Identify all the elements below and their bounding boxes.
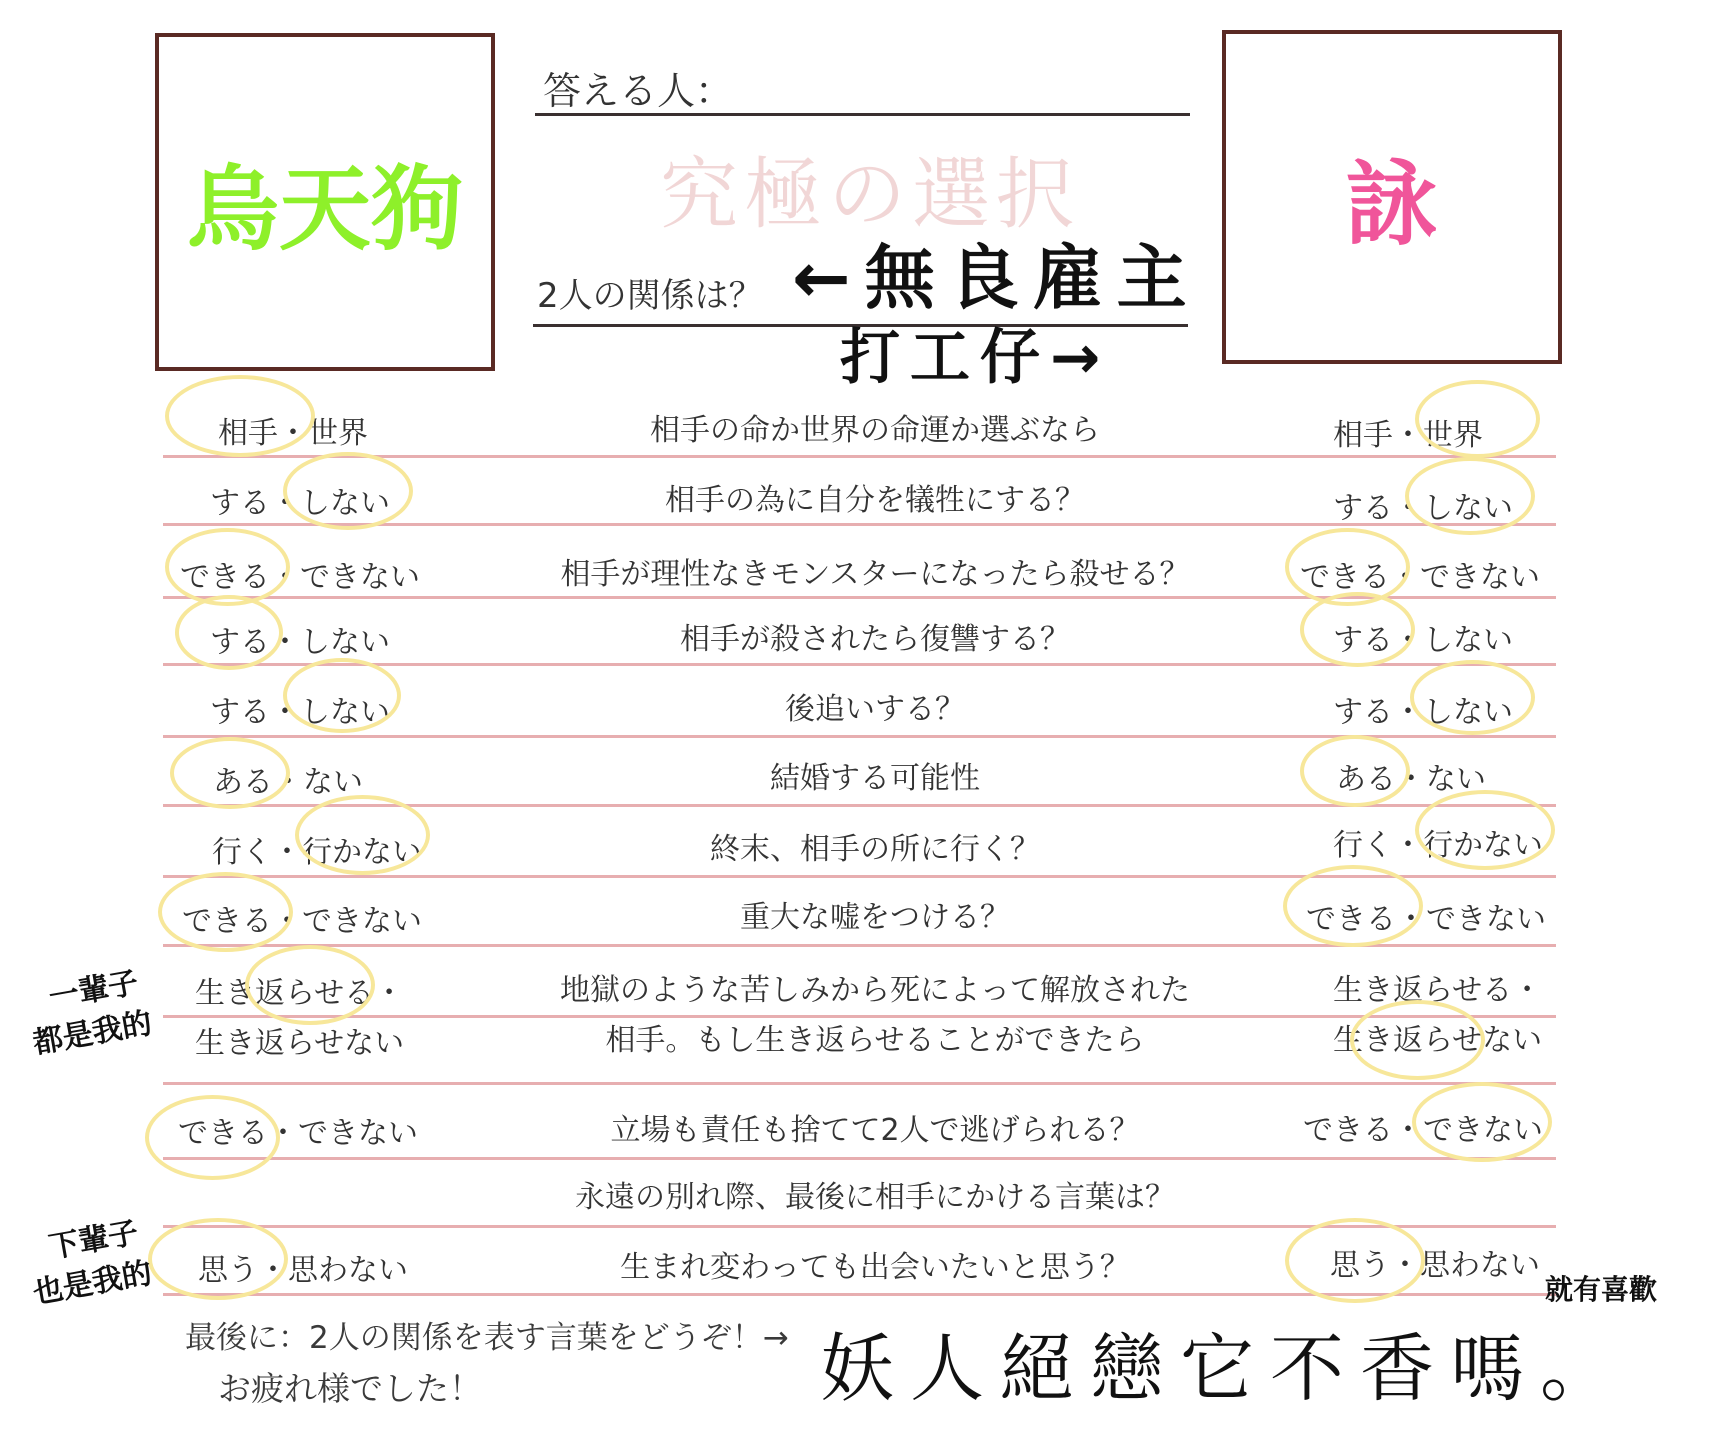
- answerer-label: 答える人：: [543, 69, 734, 113]
- note-next-line1: 下輩子: [46, 1215, 141, 1266]
- character-box-right: [1222, 30, 1562, 364]
- left-answer-6: ある・ない: [213, 765, 363, 800]
- final-answer: 妖人絕戀它不香嗎。: [820, 1326, 1630, 1412]
- question-7: 終末、相手の所に行く？: [710, 832, 1040, 867]
- character-name-left: 烏天狗: [186, 156, 463, 263]
- question-2: 相手の為に自分を犠牲にする？: [665, 483, 1085, 518]
- right-answer-2: する・しない: [1333, 491, 1513, 526]
- left-answer-1: 相手・世界: [218, 416, 368, 451]
- left-answer-3: できる・できない: [180, 560, 420, 595]
- left-answer-12: 思う・思わない: [198, 1253, 408, 1288]
- right-answer-3: できる・できない: [1300, 560, 1540, 595]
- row-rule: [163, 735, 1556, 738]
- question-8: 重大な嘘をつける？: [740, 900, 1010, 935]
- note-forever-line1: 一輩子: [46, 965, 141, 1016]
- question-5: 後追いする？: [785, 692, 965, 727]
- handwritten-worker: 打工仔→: [840, 323, 1111, 393]
- row-rule: [163, 455, 1556, 458]
- note-next-line2: 也是我的: [30, 1255, 155, 1312]
- question-11: 永遠の別れ際、最後に相手にかける言葉は？: [575, 1180, 1175, 1215]
- row-rule: [163, 663, 1556, 666]
- left-answer-10: できる・できない: [178, 1116, 418, 1151]
- question-1: 相手の命か世界の命運か選ぶなら: [650, 413, 1100, 448]
- right-answer-7: 行く・行かない: [1333, 828, 1543, 863]
- answerer-underline: [535, 113, 1190, 116]
- left-answer-8: できる・できない: [182, 904, 422, 939]
- question-10: 立場も責任も捨てて2人で逃げられる？: [610, 1113, 1140, 1148]
- question-12: 生まれ変わっても出会いたいと思う？: [620, 1250, 1130, 1285]
- final-question: 最後に：2人の関係を表す言葉をどうぞ！→: [185, 1320, 789, 1356]
- row-rule: [163, 1293, 1556, 1296]
- left-answer-7: 行く・行かない: [212, 835, 422, 870]
- right-answer-8: できる・できない: [1306, 902, 1546, 937]
- note-like: 就有喜歡: [1545, 1273, 1658, 1306]
- relationship-question: 2人の関係は？: [537, 276, 763, 316]
- question-9-line2: 相手。もし生き返らせることができたら: [605, 1023, 1145, 1058]
- row-rule: [163, 944, 1556, 947]
- row-rule: [163, 875, 1556, 878]
- note-forever-line2: 都是我的: [30, 1005, 155, 1062]
- right-answer-5: する・しない: [1333, 695, 1513, 730]
- row-rule: [163, 1157, 1556, 1160]
- right-answer-1: 相手・世界: [1333, 418, 1483, 453]
- handwritten-boss: ←無良雇主: [792, 237, 1201, 319]
- right-answer-6: ある・ない: [1336, 762, 1486, 797]
- right-answer-10: できる・できない: [1303, 1113, 1543, 1148]
- page-title: 究極の選択: [660, 150, 1081, 240]
- thanks-message: お疲れ様でした！: [218, 1369, 482, 1408]
- row-rule: [163, 804, 1556, 807]
- right-answer-9-line2: 生き返らせない: [1333, 1023, 1543, 1058]
- right-answer-12: 思う・思わない: [1330, 1248, 1540, 1283]
- row-rule: [163, 1225, 1556, 1228]
- right-answer-9-line1: 生き返らせる・: [1333, 973, 1543, 1008]
- right-answer-4: する・しない: [1333, 623, 1513, 658]
- row-rule: [163, 596, 1556, 599]
- question-4: 相手が殺されたら復讐する？: [680, 622, 1070, 657]
- character-name-right: 詠: [1345, 151, 1438, 258]
- question-6: 結婚する可能性: [770, 761, 980, 796]
- left-answer-2: する・しない: [210, 486, 390, 521]
- question-9-line1: 地獄のような苦しみから死によって解放された: [560, 973, 1190, 1008]
- character-box-left: [155, 33, 495, 371]
- left-answer-9-line1: 生き返らせる・: [195, 976, 405, 1011]
- left-answer-4: する・しない: [210, 625, 390, 660]
- row-rule: [163, 1082, 1556, 1085]
- left-answer-5: する・しない: [210, 695, 390, 730]
- left-answer-9-line2: 生き返らせない: [195, 1026, 405, 1061]
- question-3: 相手が理性なきモンスターになったら殺せる？: [560, 557, 1190, 592]
